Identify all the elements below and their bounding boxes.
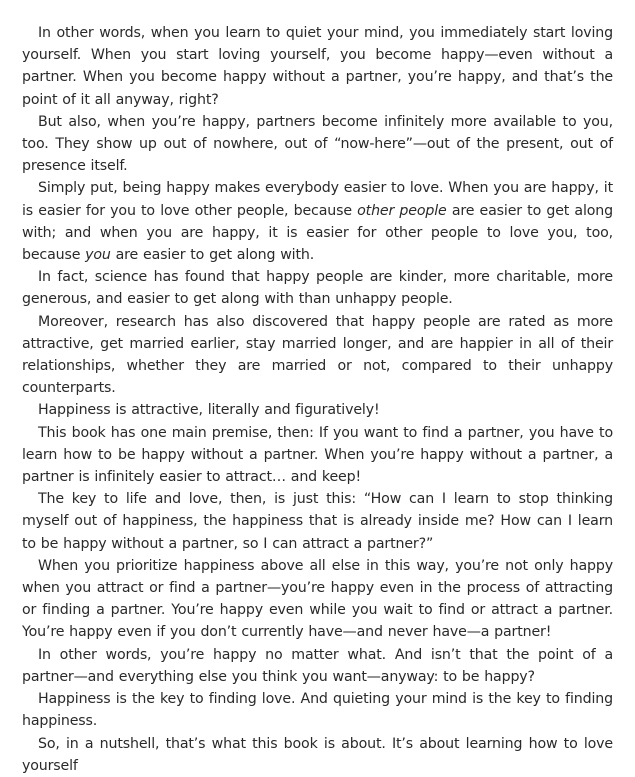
emphasis-text: you <box>85 247 111 264</box>
paragraph <box>22 422 613 489</box>
paragraph-text: When you prioritize happiness above all else in this way, you’re not only happy when you attract or find a partner—you’re happy even in the process of attracting or finding a partner. You’re happy even while you wait to find or attract a partner. You’re happy even if you don’t currently have—and never have—a partner! <box>22 557 613 641</box>
paragraph <box>22 688 613 732</box>
paragraph <box>22 22 613 111</box>
paragraph <box>22 311 613 400</box>
paragraph-text: So, in a nutshell, that’s what this book is about. It’s about learning how to love yourself <box>22 735 613 774</box>
paragraph-text: Moreover, research has also discovered that happy people are rated as more attractive, get married earlier, stay married longer, and are happier in all of their relationships, whether they are married or not, compared to their unhappy counterparts. <box>22 313 613 397</box>
paragraph <box>22 555 613 644</box>
paragraph-text: The key to life and love, then, is just this: “How can I learn to stop thinking myself out of happiness, the happiness that is already inside me? How can I learn to be happy without a partner, so I can attract a partner?” <box>22 491 613 552</box>
paragraph-text: Simply put, being happy makes everybody easier to love. When you are happy, it is easier for you to love other people, because <box>22 180 613 219</box>
paragraph-text: Happiness is attractive, literally and figuratively! <box>38 402 380 419</box>
paragraph-text: This book has one main premise, then: If you want to find a partner, you have to learn how to be happy without a partner. When you’re happy without a partner, a partner is infinitely easier to attract… and keep! <box>22 424 613 486</box>
paragraph-text: are easier to get along with; and when you are happy, it is easier for other people to love you, too, because <box>22 202 613 264</box>
paragraph <box>22 111 613 178</box>
paragraph-text: But also, when you’re happy, partners become infinitely more available to you, too. They show up out of nowhere, out of “now-here”—out of the present, out of presence itself. <box>22 113 613 175</box>
paragraph <box>22 644 613 688</box>
paragraph-text: are easier to get along with. <box>110 247 315 264</box>
book-page <box>22 22 613 777</box>
paragraph <box>22 266 613 310</box>
paragraph <box>22 399 613 421</box>
paragraph-text: In fact, science has found that happy people are kinder, more charitable, more generous, and easier to get along with than unhappy people. <box>22 269 613 308</box>
paragraph <box>22 733 613 777</box>
paragraph-text: Happiness is the key to finding love. And quieting your mind is the key to finding happiness. <box>22 691 613 730</box>
paragraph-text: In other words, you’re happy no matter what. And isn’t that the point of a partner—and everything else you think you want—anyway: to be happy? <box>22 646 613 685</box>
emphasis-text: other people <box>357 202 447 219</box>
paragraph <box>22 488 613 555</box>
paragraph <box>22 177 613 266</box>
paragraph-text: In other words, when you learn to quiet your mind, you immediately start loving yourself. When you start loving yourself, you become happy—even without a partner. When you become happy without a partner, you’re happy, and that’s the point of it all anyway, right? <box>22 25 613 108</box>
